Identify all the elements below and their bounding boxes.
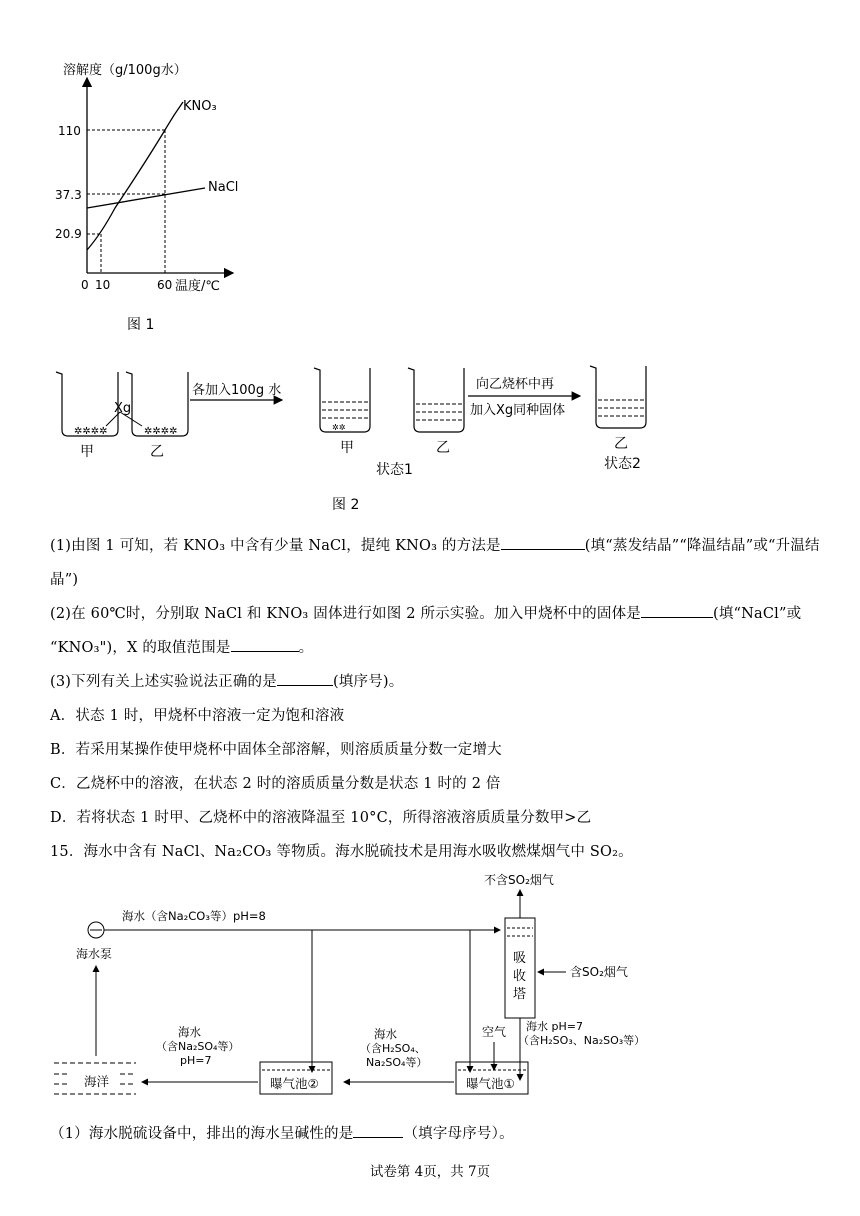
option-c: C．乙烧杯中的溶液，在状态 2 时的溶质质量分数是状态 1 时的 2 倍 xyxy=(50,776,501,792)
left-label-b: （含Na₂SO₄等） xyxy=(156,1040,240,1053)
tower-char-1: 吸 xyxy=(513,951,527,966)
option-b: B．若采用某操作使甲烧杯中固体全部溶解，则溶质质量分数一定增大 xyxy=(50,742,502,758)
answer-blank-1[interactable] xyxy=(501,535,585,550)
solubility-chart xyxy=(55,58,255,303)
state2-label: 状态2 xyxy=(604,456,641,472)
xg-label: Xg xyxy=(114,401,132,416)
solid-jia-icon: ✲✲✲✲ xyxy=(74,426,108,437)
left-label-c: pH=7 xyxy=(180,1054,212,1067)
option-a: A．状态 1 时，甲烧杯中溶液一定为饱和溶液 xyxy=(50,708,345,724)
left-label-a: 海水 xyxy=(178,1025,201,1039)
ocean-label: 海洋 xyxy=(84,1074,110,1089)
absorption-tower xyxy=(505,918,535,1018)
state1-label: 状态1 xyxy=(376,462,413,478)
arrow1-label: 各加入100g 水 xyxy=(192,383,282,398)
solid-remaining-icon: ✲✲ xyxy=(332,423,346,432)
answer-blank-4[interactable] xyxy=(277,671,333,686)
outlet-label-b: （含H₂SO₃、Na₂SO₃等） xyxy=(518,1034,646,1047)
q14-part3: (3)下列有关上述实验说法正确的是 (填序号)。 xyxy=(50,670,403,691)
mid-label-c: Na₂SO₄等） xyxy=(366,1056,428,1069)
kno3-curve xyxy=(87,102,183,250)
q14-part2: (2)在 60℃时，分别取 NaCl 和 KNO₃ 固体进行如图 2 所示实验。加入甲烧杯中的固体是 (填“NaCl”或 xyxy=(50,602,801,623)
y-axis-label: 溶解度（g/100g水） xyxy=(63,63,187,78)
pool1-label: 曝气池① xyxy=(466,1076,515,1091)
option-d: D．若将状态 1 时甲、乙烧杯中的溶液降温至 10°C，所得溶液溶质质量分数甲>乙 xyxy=(50,810,592,826)
nacl-line xyxy=(87,188,205,208)
solid-yi-icon: ✲✲✲✲ xyxy=(144,426,178,437)
mid-label-a: 海水 xyxy=(374,1027,397,1041)
beaker-yi-solution xyxy=(408,368,464,432)
y-tick-37-3: 37.3 xyxy=(55,188,82,202)
answer-blank-2[interactable] xyxy=(641,603,713,618)
kno3-label: KNO₃ xyxy=(183,99,217,114)
tower-char-3: 塔 xyxy=(513,987,527,1002)
beaker-diagram xyxy=(50,360,670,480)
outlet-label-a: 海水 pH=7 xyxy=(526,1020,583,1033)
arrow2-line1: 向乙烧杯中再 xyxy=(476,377,555,392)
fig1-caption: 图 1 xyxy=(127,317,155,333)
beaker-state2 xyxy=(590,366,646,428)
answer-blank-3[interactable] xyxy=(231,637,299,652)
solution-jia-label: 甲 xyxy=(340,440,354,456)
q14-part1-cont: 晶”) xyxy=(50,572,79,588)
pool2-label: 曝气池② xyxy=(270,1076,319,1091)
air-label: 空气 xyxy=(482,1025,507,1039)
page-footer: 试卷第 4页，共 7页 xyxy=(369,1164,491,1180)
q15-stem: 15．海水中含有 NaCl、Na₂CO₃ 等物质。海水脱硫技术是用海水吸收燃煤烟气中 SO₂。 xyxy=(50,844,633,860)
q14-part1: (1)由图 1 可知，若 KNO₃ 中含有少量 NaCl，提纯 KNO₃ 的方法是 (填“蒸发结晶”“降温结晶”或“升温结 xyxy=(50,534,820,555)
desulfurization-diagram xyxy=(50,870,670,1095)
origin-label: 0 xyxy=(81,278,89,292)
beaker-yi-label: 乙 xyxy=(150,444,164,460)
x-tick-10: 10 xyxy=(95,278,111,292)
pump-label: 海水泵 xyxy=(76,947,113,961)
answer-blank-5[interactable] xyxy=(353,1123,403,1138)
solution-yi-label: 乙 xyxy=(436,440,450,456)
top-flow-label: 海水（含Na₂CO₃等）pH=8 xyxy=(122,909,266,923)
mid-label-b: （含H₂SO₄、 xyxy=(360,1042,426,1055)
y-tick-110: 110 xyxy=(58,124,81,138)
y-tick-20-9: 20.9 xyxy=(55,227,82,241)
beaker-jia-label: 甲 xyxy=(80,444,94,460)
exhaust-label: 不含SO₂烟气 xyxy=(484,873,554,887)
state2-yi-label: 乙 xyxy=(614,436,628,452)
x-axis-label: 温度/℃ xyxy=(175,279,220,294)
flue-in-label: 含SO₂烟气 xyxy=(570,965,628,979)
tower-char-2: 收 xyxy=(513,969,527,984)
nacl-label: NaCl xyxy=(208,180,239,195)
x-tick-60: 60 xyxy=(157,278,173,292)
q15-part1: （1）海水脱硫设备中，排出的海水呈碱性的是 （填字母序号）。 xyxy=(50,1122,514,1143)
arrow2-line2: 加入Xg同种固体 xyxy=(470,403,566,418)
q14-part2-cont: “KNO₃")，X 的取值范围是 。 xyxy=(50,636,313,657)
fig2-caption: 图 2 xyxy=(332,497,360,513)
